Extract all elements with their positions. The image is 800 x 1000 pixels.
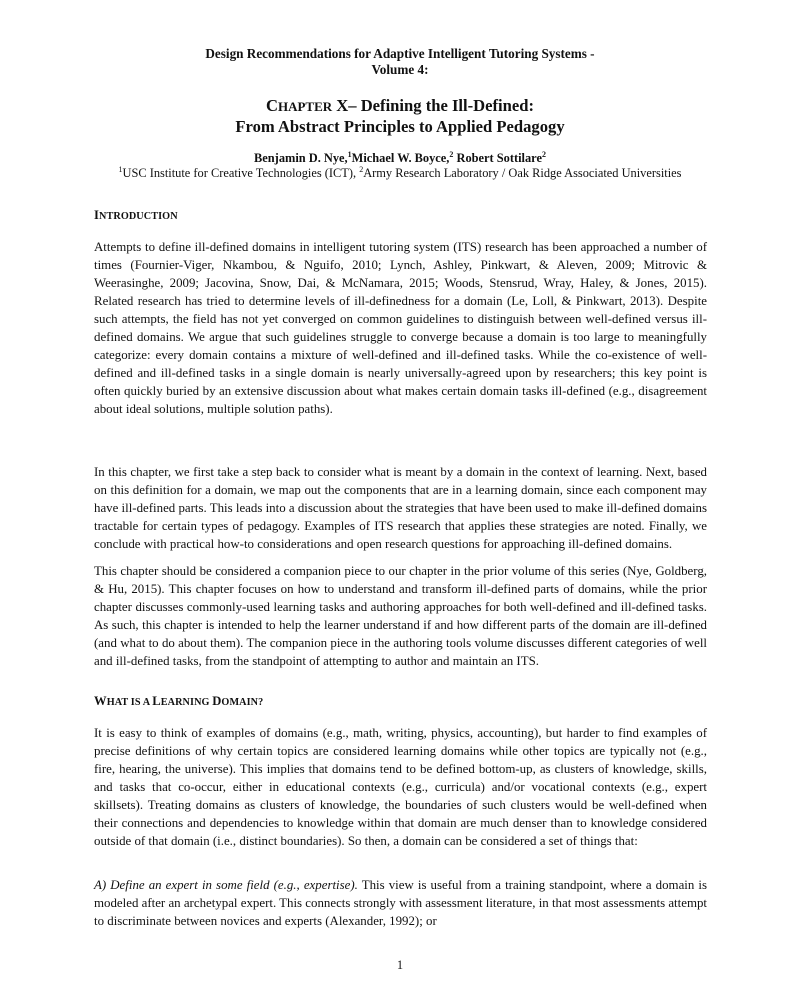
affil-1-marker: 1	[118, 164, 123, 174]
domain-paragraph-2	[94, 876, 707, 930]
heading-d: D	[212, 694, 222, 708]
section-heading-learning-domain	[94, 693, 263, 711]
affil-1-text: USC Institute for Creative Technologies (ICT),	[122, 166, 360, 180]
affiliations	[0, 166, 800, 181]
chapter-suffix: X– Defining the Ill-Defined:	[332, 96, 535, 115]
intro-paragraph-3: This chapter should be considered a companion piece to our chapter in the prior volume of this series (Nye, Goldberg, & Hu, 2015). This chapter focuses on how to understand and transform ill-defined parts of domains, while the prior chapter discusses commonly-used learning tasks and authoring approaches for both well-defined and ill-defined tasks. As such, this chapter is intended to help the learner understand if and how different parts of the domain are ill-defined (and what to do about them). The companion piece in the authoring tools volume discusses different categories of well and ill-defined tasks, from the standpoint of attempting to author and maintain an ITS.	[94, 564, 707, 668]
volume-header-line1: Design Recommendations for Adaptive Intelligent Tutoring Systems -	[205, 46, 595, 61]
author-2-affil: 2	[449, 149, 454, 159]
chapter-title-line1	[0, 96, 800, 117]
chapter-title	[0, 96, 800, 137]
author-3-affil: 2	[541, 149, 546, 159]
affil-2-marker: 2	[359, 164, 364, 174]
chapter-cap: C	[265, 96, 278, 115]
heading-rest: NTRODUCTION	[99, 211, 178, 222]
heading-hat: HAT IS A	[106, 697, 153, 708]
author-1-affil: 1	[347, 149, 352, 159]
heading-l: L	[152, 694, 161, 708]
definition-a-italic: A) Define an expert in some field (e.g., expertise).	[94, 878, 358, 892]
heading-w: W	[94, 694, 107, 708]
intro-paragraph-2: In this chapter, we first take a step back to consider what is meant by a domain in the context of learning. Next, based on this definition for a domain, we map out the components that are in a learning domain, since each component may have ill-defined parts. This leads into a discussion about the strategies that have been used to make ill-defined domains tractable for certain types of pedagogy. Examples of ITS research that applies these strategies are noted. Finally, we conclude with practical how-to considerations and open research questions for approaching ill-defined domains.	[94, 465, 707, 551]
affil-2-text: Army Research Laboratory / Oak Ridge Associated Universities	[363, 166, 682, 180]
definition-a-text: This view is useful from a training standpoint, where a domain is modeled after an archetypal expert. This connects strongly with assessment literature, in that most assessments attempt to discriminate between novices and experts (Alexander, 1992); or	[94, 878, 707, 928]
author-2: Michael W. Boyce,	[351, 151, 450, 165]
domain-paragraph-1: It is easy to think of examples of domains (e.g., math, writing, physics, accounting), but harder to find examples of precise definitions of why certain topics are considered learning domains while other topics are typically not (e.g., fire, hearing, the universe). This implies that domains tend to be defined bottom-up, as clusters of knowledge, skills, and tasks that co-occur, either in educational contexts (e.g., curricula) and/or vocational contexts (e.g., expert skillsets). Treating domains as clusters of knowledge, the boundaries of such clusters would be well-defined when their connections and dependencies to knowledge within that domain are much denser than to knowledge considered outside of that domain (i.e., distinct boundaries). So then, a domain can be considered a set of things that:	[94, 726, 707, 848]
page-number: 1	[396, 958, 404, 972]
chapter-title-line2: From Abstract Principles to Applied Pedagogy	[235, 117, 565, 136]
author-3: Robert Sottilare	[453, 151, 542, 165]
heading-earning: EARNING	[160, 697, 213, 708]
chapter-rest: HAPTER	[277, 99, 333, 114]
intro-paragraph-1: Attempts to define ill-defined domains in intelligent tutoring system (ITS) research has been approached a number of times (Fournier-Viger, Nkambou, & Nguifo, 2010; Lynch, Ashley, Pinkwart, & Aleven, 2009; Mitrovic & Weerasinghe, 2009; Jacovina, Snow, Dai, & McNamara, 2015; Woods, Stensrud, Wray, Haley, & Jones, 2015). Related research has tried to determine levels of ill-definedness for a domain (Le, Loll, & Pinkwart, 2013). Despite such attempts, the field has not yet converged on common guidelines to distinguish between well-defined versus ill-defined domains. We argue that such guidelines struggle to converge because a domain is too large to meaningfully categorize: every domain contains a mixture of well-defined and ill-defined tasks. While the co-existence of well-defined and ill-defined tasks in a single domain is nearly universally-agreed upon by researchers; this key point is often quickly buried by an extensive discussion about what makes certain domain tasks ill-defined (e.g., disagreement about ideal solutions, multiple solution paths).	[94, 240, 707, 416]
heading-cap: I	[94, 208, 100, 222]
heading-omain: OMAIN?	[221, 697, 264, 708]
author-list	[0, 151, 800, 166]
author-1: Benjamin D. Nye,	[254, 151, 348, 165]
section-heading-introduction	[94, 207, 178, 225]
volume-header-line2: Volume 4:	[371, 62, 429, 77]
volume-header	[0, 46, 800, 78]
